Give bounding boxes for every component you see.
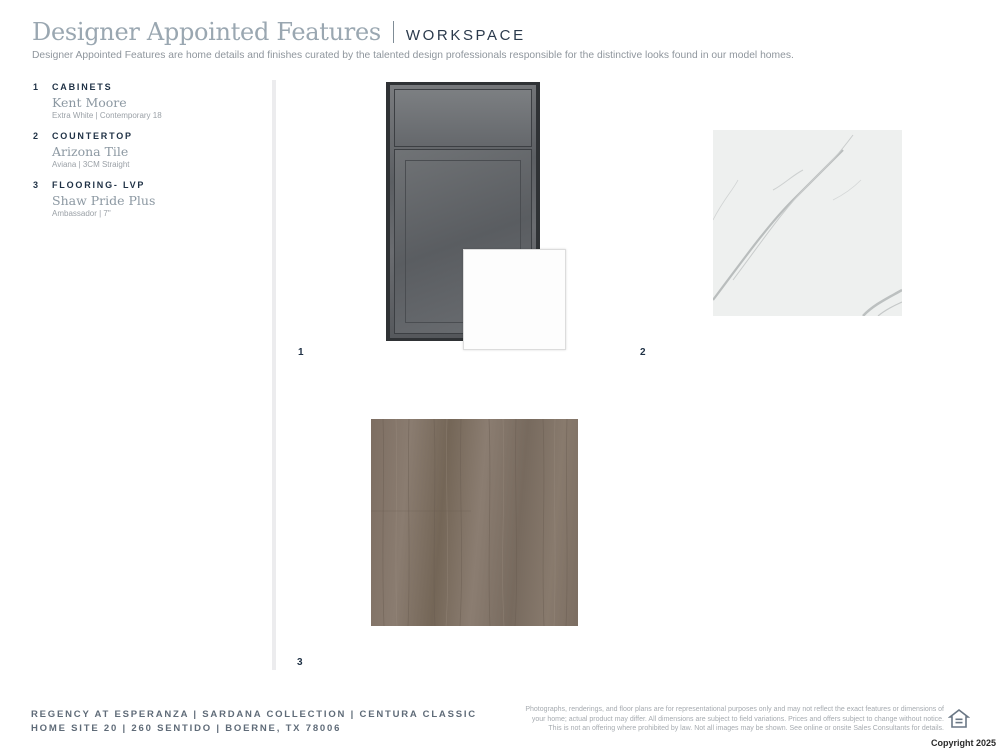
feature-number: 2 [33, 131, 40, 141]
swatch-label-2: 2 [640, 347, 646, 358]
feature-category: FLOORING- LVP [52, 180, 146, 190]
title-divider [393, 21, 394, 43]
workspace-label: WORKSPACE [405, 27, 526, 44]
copyright-text: Copyright 2025 [930, 738, 996, 748]
feature-detail: Extra White | Contemporary 18 [52, 111, 162, 120]
white-finish-chip [463, 249, 566, 350]
feature-detail: Aviana | 3CM Straight [52, 160, 130, 169]
flooring-swatch-image [371, 419, 578, 626]
header [32, 18, 980, 61]
feature-detail: Ambassador | 7" [52, 209, 111, 218]
feature-countertop [33, 131, 263, 169]
countertop-swatch-image [713, 130, 902, 316]
footer-disclaimer: Photographs, renderings, and floor plans are for representational purposes only and may not reflect the exact features or dimensions of your home; actual product may differ. All dimensions are subject to field variations. Prices and offers subject to change without notice. This is not an offering where prohibited by law. Not all images may be shown. See online or onsite Sales Consultants for details. [525, 706, 944, 732]
swatch-label-1: 1 [298, 347, 304, 358]
feature-number: 1 [33, 82, 40, 92]
swatch-label-3: 3 [297, 657, 303, 668]
cabinet-drawer [394, 89, 532, 147]
footer-address [31, 708, 477, 736]
feature-category: COUNTERTOP [52, 131, 133, 141]
feature-name: Shaw Pride Plus [52, 193, 156, 208]
feature-flooring [33, 180, 263, 218]
page-title: Designer Appointed Features [32, 18, 381, 46]
wood-grain [371, 419, 578, 626]
page-subtitle: Designer Appointed Features are home details and finishes curated by the talented design professionals responsible for the distinctive looks found in our model homes. [32, 50, 794, 61]
feature-name: Kent Moore [52, 95, 127, 110]
footer-community: REGENCY AT ESPERANZA | SARDANA COLLECTION | CENTURA CLASSIC [31, 709, 477, 720]
feature-category: CABINETS [52, 82, 113, 92]
vertical-divider [272, 80, 276, 670]
feature-list [33, 82, 263, 229]
feature-name: Arizona Tile [52, 144, 129, 159]
feature-number: 3 [33, 180, 40, 190]
title-row [32, 18, 980, 46]
footer-homesite: HOME SITE 20 | 260 SENTIDO | BOERNE, TX 78006 [31, 723, 342, 734]
marble-veins [713, 130, 902, 316]
equal-housing-icon [948, 708, 970, 730]
feature-cabinets [33, 82, 263, 120]
